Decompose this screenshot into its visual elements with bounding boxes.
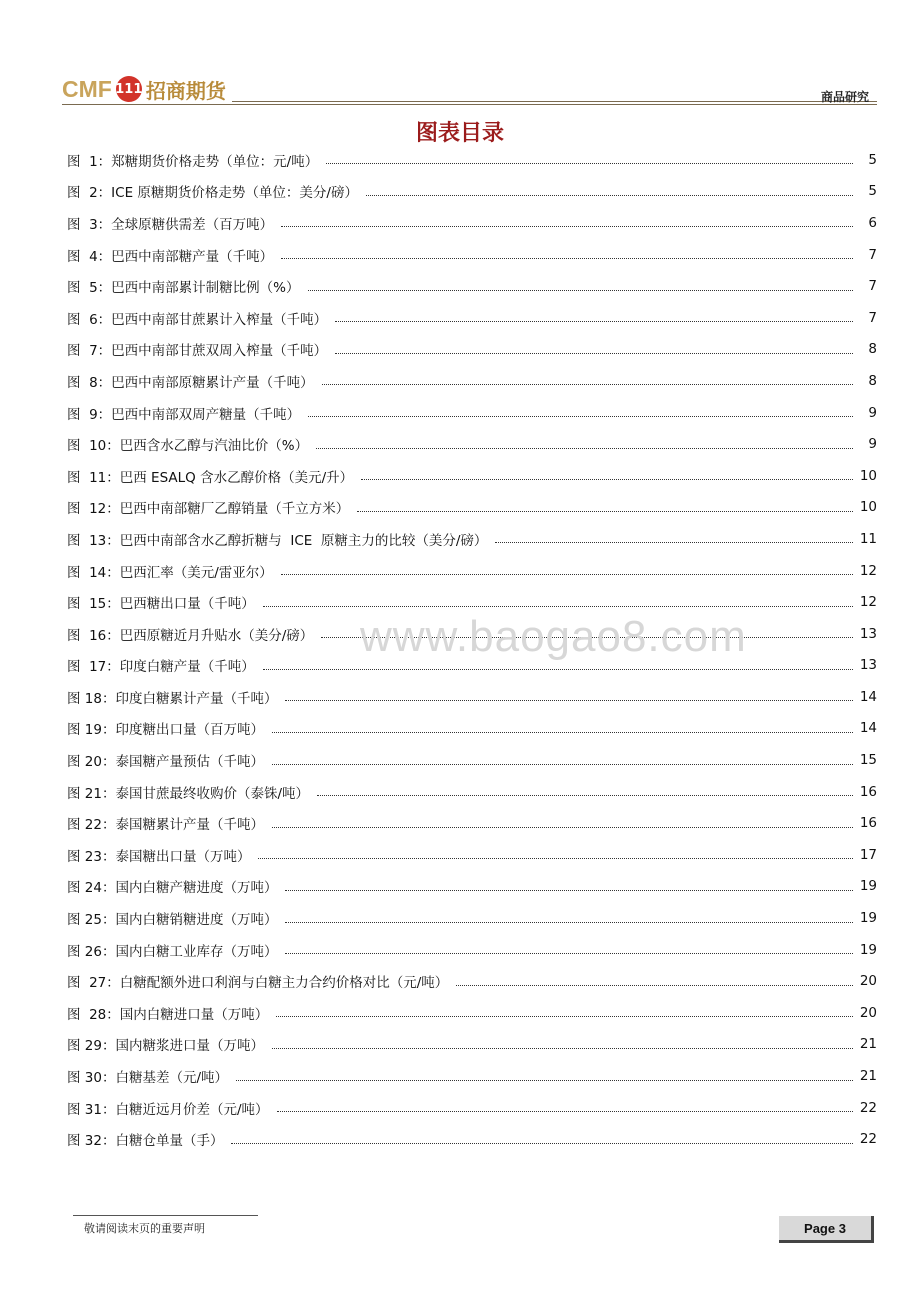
toc-entry[interactable] bbox=[67, 839, 877, 871]
toc-entry-page: 20 bbox=[859, 973, 877, 990]
toc-entry-page: 6 bbox=[868, 214, 877, 231]
toc-entry-page: 21 bbox=[859, 1036, 877, 1053]
toc-entry-page: 9 bbox=[868, 404, 877, 421]
toc-entry-label: 图 9：巴西中南部双周产糖量（千吨） bbox=[67, 406, 301, 423]
toc-entry-page: 9 bbox=[868, 436, 877, 453]
toc-entry-label: 图 10：巴西含水乙醇与汽油比价（%） bbox=[67, 438, 309, 455]
toc-leader-dots bbox=[258, 848, 853, 859]
toc-entry-page: 21 bbox=[859, 1068, 877, 1085]
toc-entry-label: 图 23：泰国糖出口量（万吨） bbox=[67, 848, 251, 865]
header-divider-upper bbox=[232, 101, 877, 102]
toc-entry[interactable] bbox=[67, 207, 877, 239]
toc-leader-dots bbox=[277, 1101, 853, 1112]
toc-leader-dots bbox=[335, 311, 853, 322]
toc-entry-page: 12 bbox=[859, 594, 877, 611]
watermark: www.baogao8.com bbox=[360, 612, 747, 661]
toc-entry[interactable] bbox=[67, 555, 877, 587]
toc-leader-dots bbox=[276, 1006, 853, 1017]
toc-entry-label: 图 13：巴西中南部含水乙醇折糖与 ICE 原糖主力的比较（美分/磅） bbox=[67, 532, 488, 549]
toc-leader-dots bbox=[285, 943, 853, 954]
toc-entry-label: 图 4：巴西中南部糖产量（千吨） bbox=[67, 248, 274, 265]
logo-text-en: CMF bbox=[62, 75, 112, 102]
toc-entry-label: 图 7：巴西中南部甘蔗双周入榨量（千吨） bbox=[67, 343, 328, 360]
toc-entry-label: 图 3：全球原糖供需差（百万吨） bbox=[67, 216, 274, 233]
toc-entry-page: 8 bbox=[868, 341, 877, 358]
toc-entry-label: 图 21：泰国甘蔗最终收购价（泰铢/吨） bbox=[67, 785, 310, 802]
toc-entry[interactable] bbox=[67, 460, 877, 492]
page-title: 图表目录 bbox=[415, 121, 504, 146]
toc-leader-dots bbox=[308, 406, 853, 417]
toc-entry[interactable] bbox=[67, 523, 877, 555]
company-logo bbox=[62, 74, 226, 104]
toc-leader-dots bbox=[316, 438, 853, 449]
toc-entry-label: 图 27：白糖配额外进口利润与白糖主力合约价格对比（元/吨） bbox=[67, 975, 449, 992]
toc-entry[interactable] bbox=[67, 239, 877, 271]
toc-entry[interactable] bbox=[67, 934, 877, 966]
toc-entry-label: 图 24：国内白糖产糖进度（万吨） bbox=[67, 880, 278, 897]
logo-mark-icon: 111 bbox=[116, 76, 142, 102]
toc-entry[interactable] bbox=[67, 1060, 877, 1092]
footer-divider bbox=[73, 1215, 258, 1216]
toc-entry-page: 20 bbox=[859, 1004, 877, 1021]
logo-text-cn: 招商期货 bbox=[145, 78, 226, 103]
toc-entry-label: 图 15：巴西糖出口量（千吨） bbox=[67, 596, 255, 613]
toc-entry-page: 16 bbox=[859, 815, 877, 832]
toc-leader-dots bbox=[285, 690, 853, 701]
toc-entry-page: 7 bbox=[868, 278, 877, 295]
toc-entry-label: 图 19：印度糖出口量（百万吨） bbox=[67, 722, 264, 739]
toc-entry-page: 5 bbox=[868, 183, 877, 200]
header-divider bbox=[62, 104, 877, 105]
toc-entry-page: 8 bbox=[868, 372, 877, 389]
toc-entry-label: 图 32：白糖仓单量（手） bbox=[67, 1133, 224, 1150]
toc-leader-dots bbox=[236, 1070, 853, 1081]
toc-leader-dots bbox=[263, 596, 853, 607]
toc-entry-label: 图 31：白糖近远月价差（元/吨） bbox=[67, 1101, 269, 1118]
toc-leader-dots bbox=[495, 532, 853, 543]
toc-entry-label: 图 6：巴西中南部甘蔗累计入榨量（千吨） bbox=[67, 311, 328, 328]
toc-entry[interactable] bbox=[67, 713, 877, 745]
toc-entry-page: 12 bbox=[859, 562, 877, 579]
toc-entry[interactable] bbox=[67, 965, 877, 997]
toc-entry-page: 14 bbox=[859, 720, 877, 737]
toc-entry-label: 图 29：国内糖浆进口量（万吨） bbox=[67, 1038, 264, 1055]
toc-leader-dots bbox=[272, 754, 853, 765]
toc-entry[interactable] bbox=[67, 492, 877, 524]
toc-entry[interactable] bbox=[67, 334, 877, 366]
toc-leader-dots bbox=[322, 374, 853, 385]
toc-entry[interactable] bbox=[67, 270, 877, 302]
toc-entry[interactable] bbox=[67, 144, 877, 176]
toc-leader-dots bbox=[308, 280, 854, 291]
toc-leader-dots bbox=[231, 1133, 853, 1144]
toc-entry-label: 图 20：泰国糖产量预估（千吨） bbox=[67, 754, 264, 771]
toc-leader-dots bbox=[285, 912, 853, 923]
toc-leader-dots bbox=[317, 785, 853, 796]
toc-entry-label: 图 1：郑糖期货价格走势（单位：元/吨） bbox=[67, 153, 319, 170]
toc-entry[interactable] bbox=[67, 902, 877, 934]
toc-entry[interactable] bbox=[67, 365, 877, 397]
toc-entry-page: 7 bbox=[868, 309, 877, 326]
toc-entry-label: 图 8：巴西中南部原糖累计产量（千吨） bbox=[67, 374, 314, 391]
toc-entry-page: 11 bbox=[859, 530, 877, 547]
toc-entry-page: 17 bbox=[859, 846, 877, 863]
toc-leader-dots bbox=[285, 880, 853, 891]
toc-entry-page: 10 bbox=[859, 467, 877, 484]
toc-entry[interactable] bbox=[67, 744, 877, 776]
toc-entry-page: 13 bbox=[859, 625, 877, 642]
toc-entry-page: 19 bbox=[859, 878, 877, 895]
toc-entry-label: 图 17：印度白糖产量（千吨） bbox=[67, 659, 255, 676]
toc-leader-dots bbox=[456, 975, 853, 986]
toc-leader-dots bbox=[272, 722, 853, 733]
toc-leader-dots bbox=[272, 1038, 853, 1049]
toc-entry-page: 22 bbox=[859, 1131, 877, 1148]
toc-entry-label: 图 5：巴西中南部累计制糖比例（%） bbox=[67, 280, 300, 297]
toc-leader-dots bbox=[281, 216, 853, 227]
toc-entry[interactable] bbox=[67, 302, 877, 334]
toc-leader-dots bbox=[335, 343, 853, 354]
toc-entry-page: 16 bbox=[859, 783, 877, 800]
toc-entry-page: 13 bbox=[859, 657, 877, 674]
toc-entry-page: 5 bbox=[868, 151, 877, 168]
toc-entry[interactable] bbox=[67, 1029, 877, 1061]
toc-entry-page: 19 bbox=[859, 941, 877, 958]
toc-entry-page: 14 bbox=[859, 688, 877, 705]
toc-entry[interactable] bbox=[67, 397, 877, 429]
toc-entry[interactable] bbox=[67, 176, 877, 208]
toc-entry-label: 图 28：国内白糖进口量（万吨） bbox=[67, 1006, 269, 1023]
toc-entry-page: 10 bbox=[859, 499, 877, 516]
toc-entry-label: 图 22：泰国糖累计产量（千吨） bbox=[67, 817, 264, 834]
toc-entry[interactable] bbox=[67, 681, 877, 713]
toc-entry-label: 图 2：ICE 原糖期货价格走势（单位：美分/磅） bbox=[67, 185, 358, 202]
section-label: 商品研究 bbox=[820, 90, 869, 104]
toc-entry[interactable] bbox=[67, 807, 877, 839]
page-header bbox=[62, 68, 877, 108]
footer-disclaimer-note: 敬请阅读末页的重要声明 bbox=[84, 1222, 205, 1235]
toc-entry[interactable] bbox=[67, 1092, 877, 1124]
toc-entry[interactable] bbox=[67, 428, 877, 460]
page-number-box: Page 3 bbox=[779, 1216, 874, 1243]
toc-entry-label: 图 14：巴西汇率（美元/雷亚尔） bbox=[67, 564, 273, 581]
toc-entry-page: 19 bbox=[859, 910, 877, 927]
toc-entry-label: 图 18：印度白糖累计产量（千吨） bbox=[67, 690, 278, 707]
toc-entry-page: 7 bbox=[868, 246, 877, 263]
toc-leader-dots bbox=[361, 469, 853, 480]
toc-leader-dots bbox=[281, 248, 853, 259]
toc-entry-label: 图 16：巴西原糖近月升贴水（美分/磅） bbox=[67, 627, 314, 644]
toc-leader-dots bbox=[272, 817, 853, 828]
toc-entry[interactable] bbox=[67, 1123, 877, 1155]
toc-leader-dots bbox=[326, 153, 853, 164]
toc-entry-page: 22 bbox=[859, 1099, 877, 1116]
toc-entry-page: 15 bbox=[859, 752, 877, 769]
toc-leader-dots bbox=[281, 564, 853, 575]
toc-entry-label: 图 11：巴西 ESALQ 含水乙醇价格（美元/升） bbox=[67, 469, 354, 486]
toc-leader-dots bbox=[357, 501, 853, 512]
toc-entry[interactable] bbox=[67, 871, 877, 903]
toc-entry-label: 图 12：巴西中南部糖厂乙醇销量（千立方米） bbox=[67, 501, 350, 518]
toc-entry-label: 图 30：白糖基差（元/吨） bbox=[67, 1070, 229, 1087]
toc-leader-dots bbox=[366, 185, 853, 196]
toc-entry-label: 图 26：国内白糖工业库存（万吨） bbox=[67, 943, 278, 960]
toc-entry[interactable] bbox=[67, 776, 877, 808]
toc-entry-label: 图 25：国内白糖销糖进度（万吨） bbox=[67, 912, 278, 929]
toc-entry[interactable] bbox=[67, 997, 877, 1029]
